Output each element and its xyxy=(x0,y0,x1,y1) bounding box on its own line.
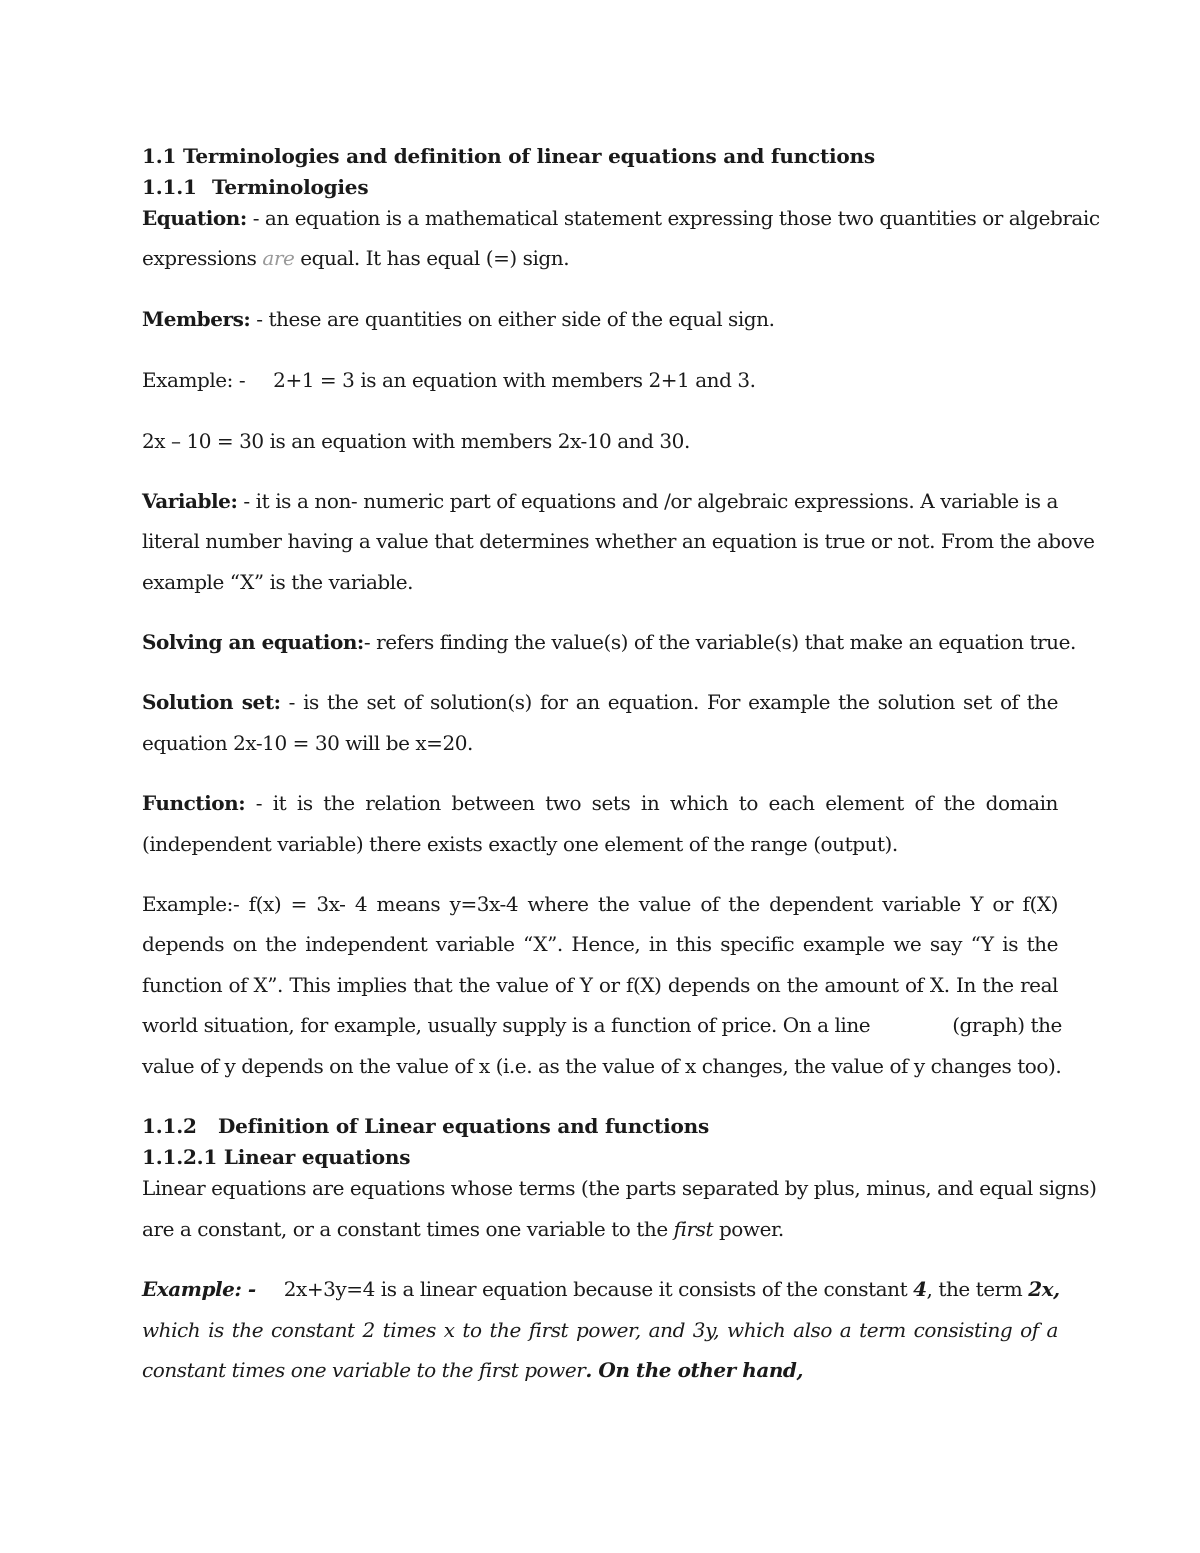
members-definition: Members: - these are quantities on either side of the equal sign. xyxy=(142,307,775,331)
term-value: 2x, xyxy=(1028,1277,1060,1301)
subsection-title-2: Definition of Linear equations and functions xyxy=(218,1114,710,1138)
subsection-number: 1.1.1 xyxy=(142,175,197,199)
term-members: Members: xyxy=(142,307,251,331)
variable-definition-line3: example “X” is the variable. xyxy=(142,570,414,594)
linear-definition-line1: Linear equations are equations whose terms (the parts separated by plus, minus, and equal signs) xyxy=(142,1176,1097,1200)
linear-definition-line2: are a constant, or a constant times one variable to the first power. xyxy=(142,1217,784,1241)
function-definition-line1: Function: - it is the relation between two sets in which to each element of the domain xyxy=(142,791,1058,815)
term-solving: Solving an equation: xyxy=(142,630,364,654)
emphasis-first: first xyxy=(673,1217,714,1241)
term-variable: Variable: xyxy=(142,489,238,513)
function-example-line5: value of y depends on the value of x (i.e. as the value of x changes, the value of y changes too). xyxy=(142,1054,1062,1078)
variable-definition-line2: literal number having a value that determines whether an equation is true or not. From the above xyxy=(142,529,1095,553)
function-example-line2: depends on the independent variable “X”. Hence, in this specific example we say “Y is the xyxy=(142,932,1058,956)
subsection-heading xyxy=(142,174,368,200)
section-heading: 1.1 Terminologies and definition of linear equations and functions xyxy=(142,144,875,168)
function-example-line3: function of X”. This implies that the value of Y or f(X) depends on the amount of X. In the real xyxy=(142,973,1058,997)
subsection-title: Terminologies xyxy=(212,175,369,199)
subsubsection-heading: 1.1.2.1 Linear equations xyxy=(142,1145,411,1169)
function-example-line4: world situation, for example, usually supply is a function of price. On a line (graph) the xyxy=(142,1013,1062,1037)
linear-example-label: Example: - xyxy=(142,1277,256,1301)
equation-definition-line2: expressions are equal. It has equal (=) sign. xyxy=(142,246,570,270)
term-solution-set: Solution set: xyxy=(142,690,281,714)
equation-definition-line1: Equation: - an equation is a mathematical statement expressing those two quantities or algebraic xyxy=(142,206,1100,230)
subsection-number-2: 1.1.2 xyxy=(142,1114,197,1138)
marked-word: are xyxy=(262,246,295,270)
example-label: Example: - xyxy=(142,368,246,392)
function-definition-line2: (independent variable) there exists exactly one element of the range (output). xyxy=(142,832,898,856)
function-example-line1: Example:- f(x) = 3x- 4 means y=3x-4 where the value of the dependent variable Y or f(X) xyxy=(142,892,1058,916)
variable-definition-line1: Variable: - it is a non- numeric part of equations and /or algebraic expressions. A variable is a xyxy=(142,489,1058,513)
example-1: Example: - 2+1 = 3 is an equation with members 2+1 and 3. xyxy=(142,368,756,392)
example-2: 2x – 10 = 30 is an equation with members 2x-10 and 30. xyxy=(142,429,690,453)
linear-example-line1: Example: - 2x+3y=4 is a linear equation because it consists of the constant 4, the term 2x, xyxy=(142,1277,1060,1301)
constant-value: 4 xyxy=(913,1277,927,1301)
linear-example-line3: constant times one variable to the first power. On the other hand, xyxy=(142,1358,803,1382)
solving-definition: Solving an equation:- refers finding the value(s) of the variable(s) that make an equation true. xyxy=(142,630,1076,654)
term-equation: Equation: xyxy=(142,206,247,230)
subsection-heading-2 xyxy=(142,1113,709,1139)
solution-set-line2: equation 2x-10 = 30 will be x=20. xyxy=(142,731,473,755)
solution-set-line1: Solution set: - is the set of solution(s) for an equation. For example the solution set of the xyxy=(142,690,1058,714)
term-function: Function: xyxy=(142,791,246,815)
linear-example-line2: which is the constant 2 times x to the first power, and 3y, which also a term consisting of a xyxy=(142,1318,1058,1342)
